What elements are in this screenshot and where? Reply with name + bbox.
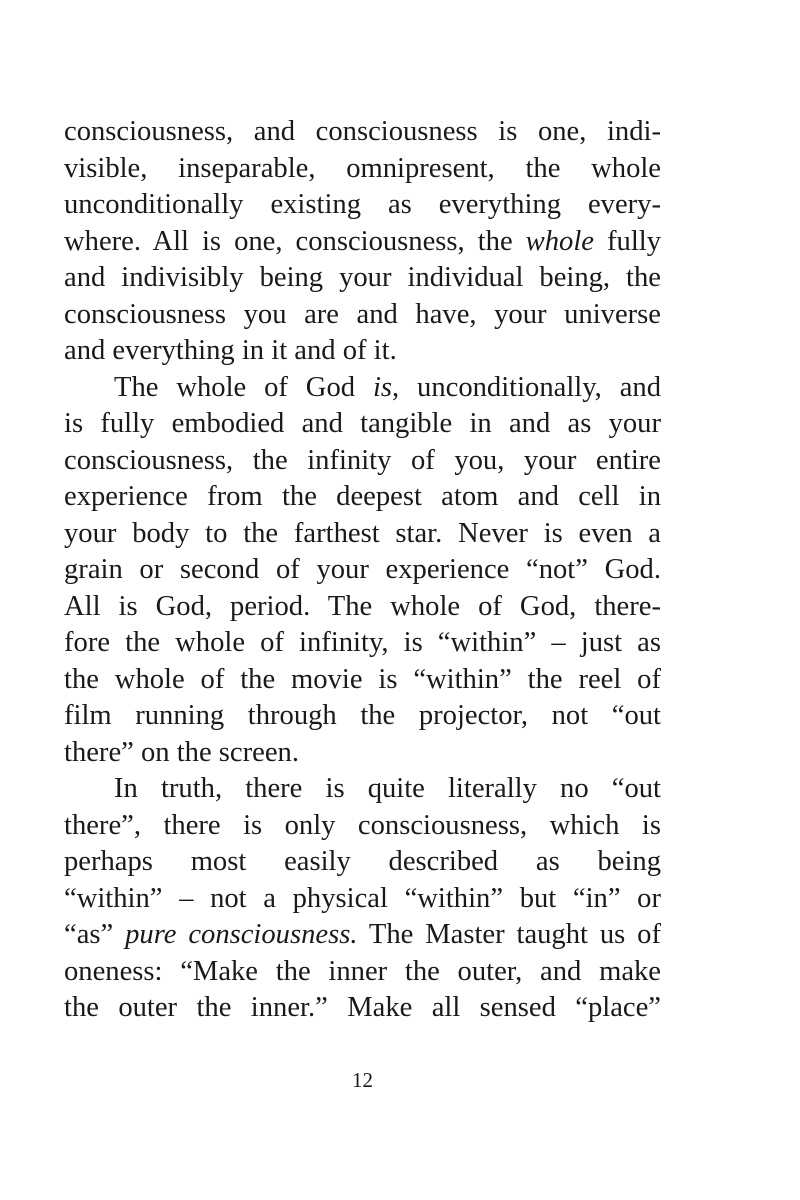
text-line: “within” – not a physical “within” but “in” or — [64, 882, 661, 914]
text-line: oneness: “Make the inner the outer, and make — [64, 955, 661, 987]
text-line: consciousness, the infinity of you, your entire — [64, 444, 661, 476]
text-run: “as” — [64, 919, 126, 950]
text-line: and indivisibly being your individual being, the — [64, 262, 661, 293]
text-line: grain or second of your experience “not” God. — [64, 554, 661, 585]
text-line: and everything in it and of it. — [64, 335, 397, 366]
italic-run: pure consciousness. — [125, 919, 358, 950]
text-line: All is God, period. The whole of God, there- — [64, 590, 661, 622]
paragraph-2 — [64, 370, 661, 772]
text-line: film running through the projector, not “out — [64, 700, 661, 731]
text-line: In truth, there is quite literally no “out — [114, 773, 661, 804]
text-line: consciousness, and consciousness is one, indi- — [64, 116, 661, 147]
text-line: fore the whole of infinity, is “within” – just as — [64, 627, 661, 658]
text-run: , unconditionally, and — [392, 371, 661, 403]
italic-run: whole — [525, 225, 594, 257]
text-line: visible, inseparable, omnipresent, the whole — [64, 152, 661, 184]
text-line: experience from the deepest atom and cell in — [64, 481, 661, 512]
text-line: consciousness you are and have, your universe — [64, 298, 661, 330]
page-number: 12 — [352, 1068, 373, 1092]
text-run: The whole of God — [114, 371, 373, 403]
paragraph-3 — [64, 771, 661, 1027]
text-line: perhaps most easily described as being — [64, 846, 661, 877]
text-run: where. All is one, consciousness, the — [64, 225, 526, 257]
text-line: unconditionally existing as everything every- — [64, 189, 661, 220]
text-line: your body to the farthest star. Never is even a — [64, 517, 661, 549]
text-line — [64, 917, 661, 954]
text-line — [64, 224, 661, 261]
text-run: The Master taught us of — [357, 919, 661, 950]
paragraph-1 — [64, 114, 661, 370]
text-line: there” on the screen. — [64, 736, 299, 768]
text-line: is fully embodied and tangible in and as your — [64, 408, 661, 439]
italic-run: is — [372, 371, 393, 403]
text-run: fully — [593, 225, 661, 257]
page-body — [64, 114, 661, 1027]
text-line: the outer the inner.” Make all sensed “place” — [64, 992, 661, 1023]
text-line: there”, there is only consciousness, which is — [64, 809, 661, 841]
text-line — [64, 370, 661, 407]
text-line: the whole of the movie is “within” the reel of — [64, 663, 661, 695]
